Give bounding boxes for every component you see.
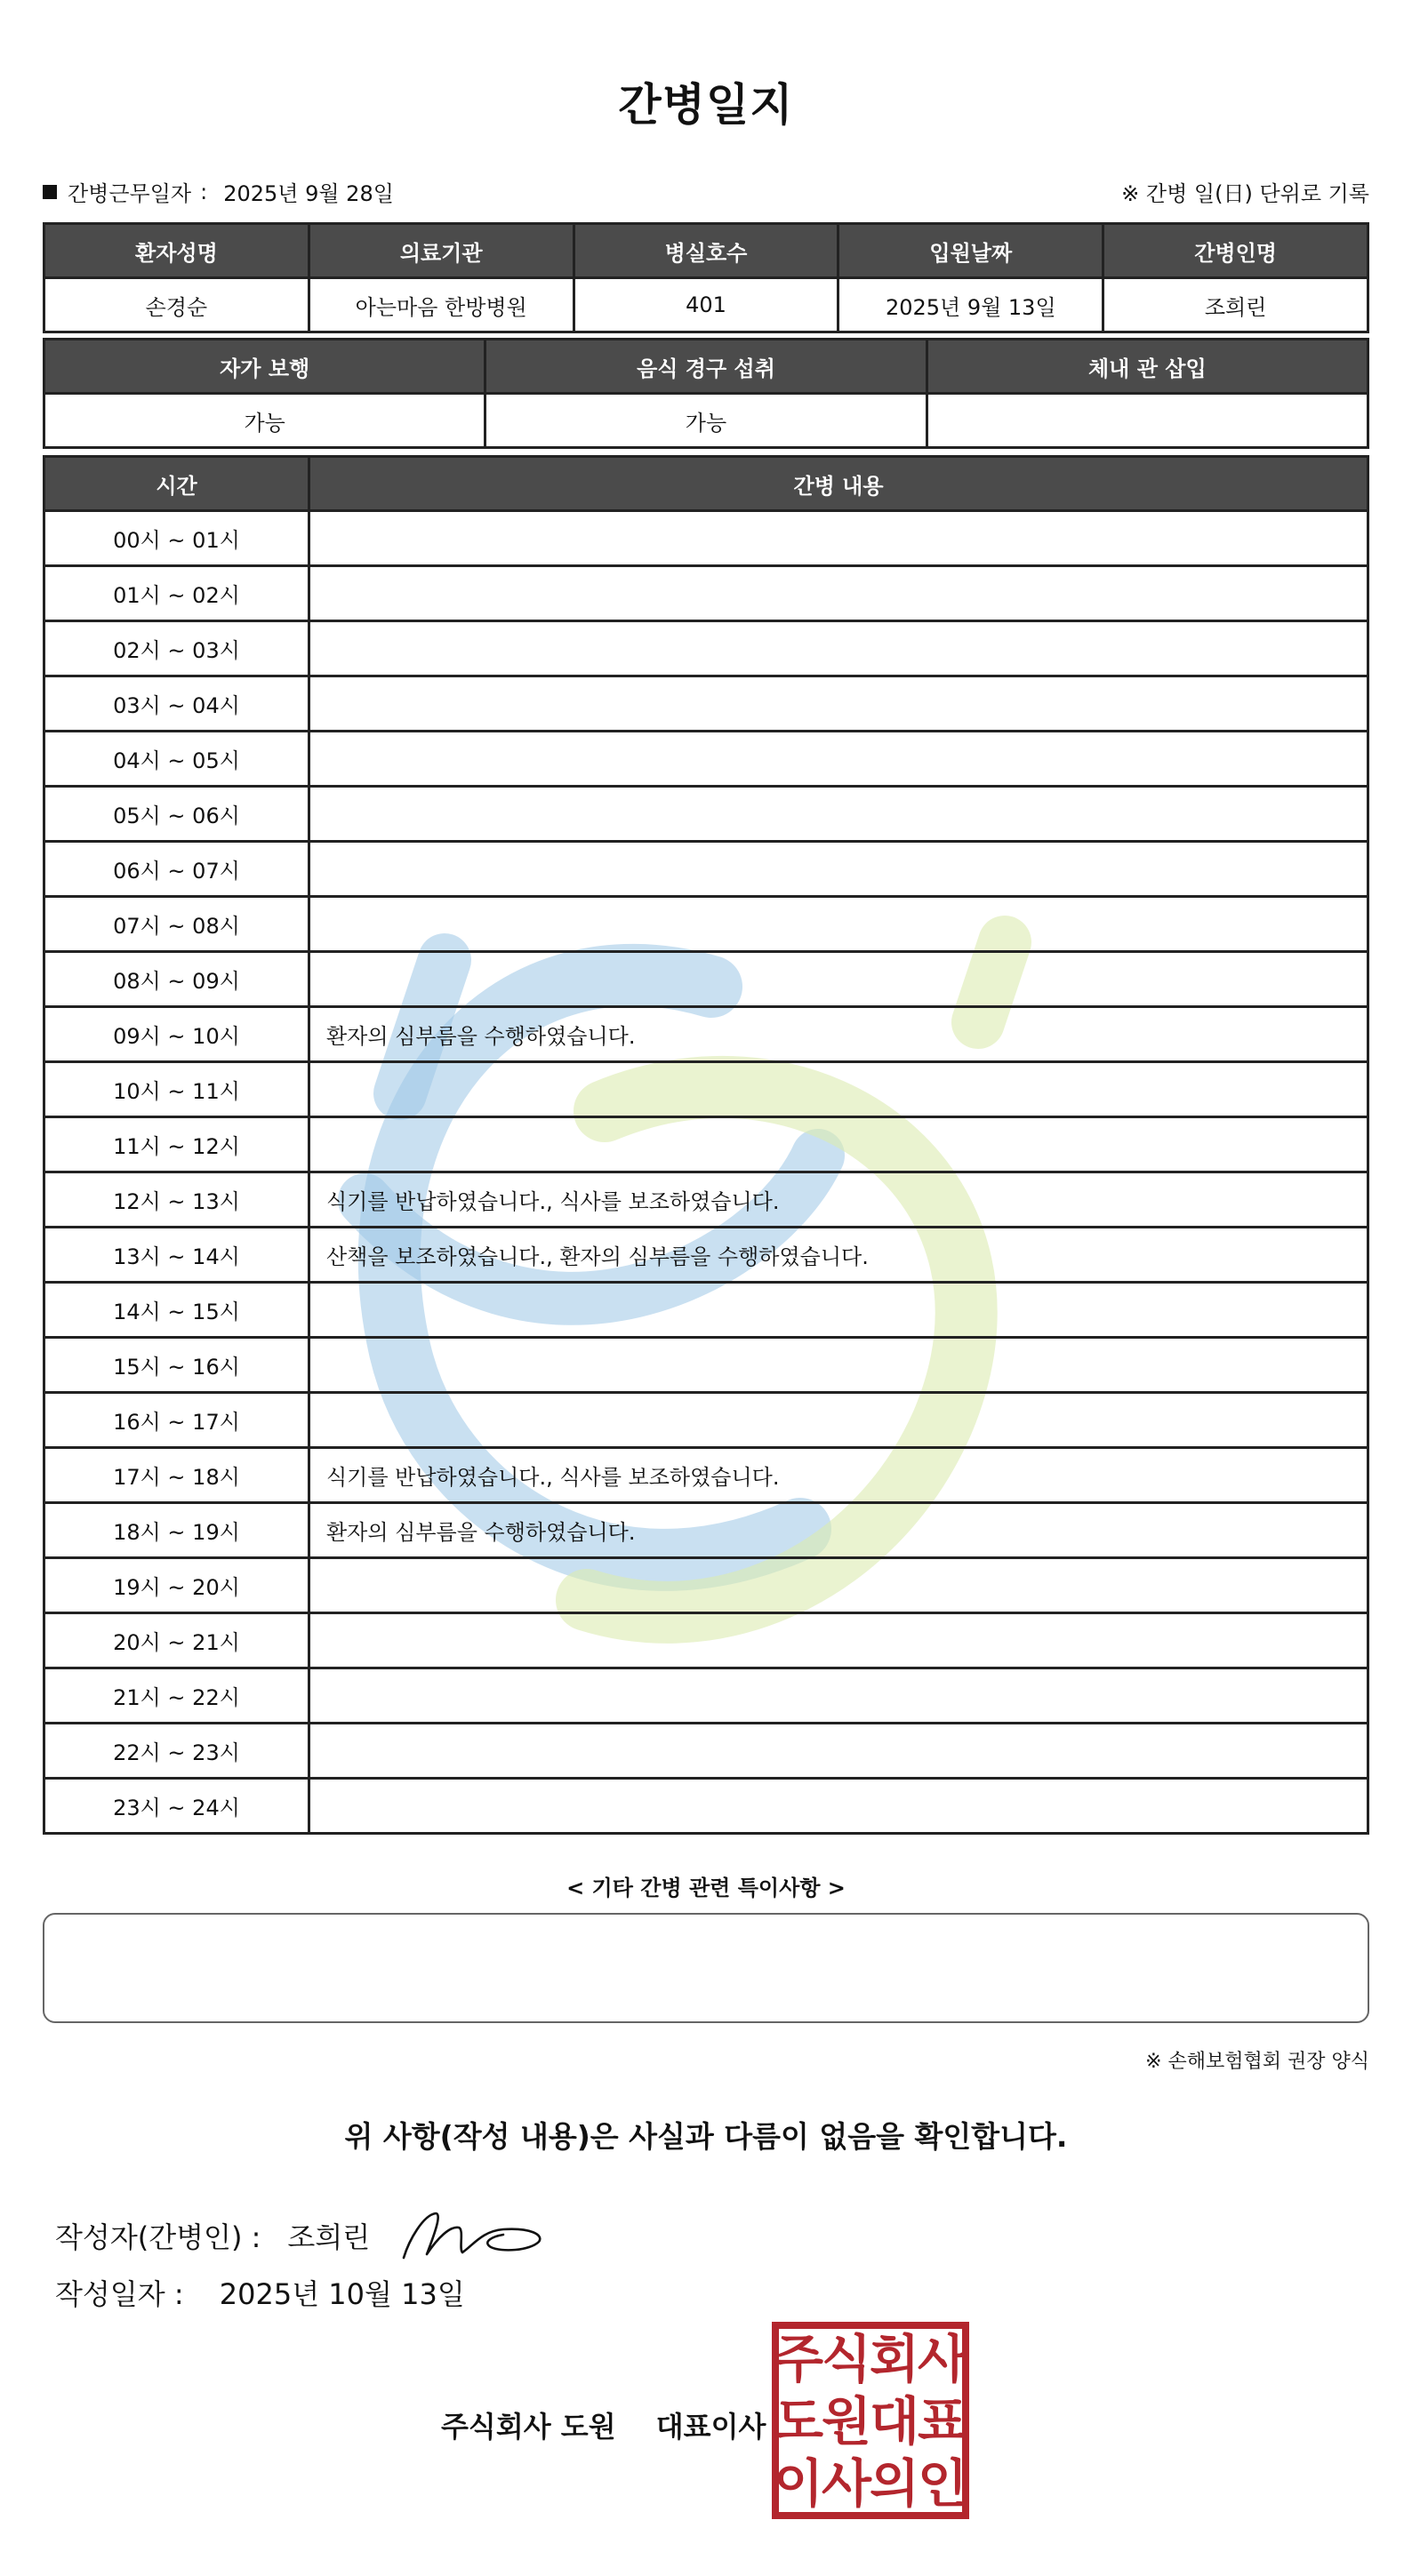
- header-room-number: 병실호수: [574, 224, 838, 278]
- log-content: [309, 1062, 1368, 1117]
- log-content: [309, 1393, 1368, 1448]
- log-row: [44, 1172, 1368, 1228]
- form-source-note: ※ 손해보험협회 권장 양식: [1145, 2051, 1369, 2073]
- seal-character: 회: [869, 2329, 920, 2389]
- seal-character: 사: [917, 2329, 968, 2389]
- log-row: [44, 676, 1368, 732]
- log-content: [309, 566, 1368, 621]
- log-rows: [44, 511, 1368, 1834]
- seal-character: 식: [821, 2329, 872, 2389]
- patient-status-table: [43, 338, 1369, 449]
- log-time: 12시 ~ 13시: [44, 1172, 309, 1228]
- header-oral-intake: 음식 경구 섭취: [485, 340, 927, 394]
- log-content: [309, 676, 1368, 732]
- log-time: 22시 ~ 23시: [44, 1724, 309, 1779]
- log-row: [44, 1117, 1368, 1172]
- log-row: [44, 952, 1368, 1007]
- log-content: [309, 1283, 1368, 1338]
- seal-character: 표: [917, 2391, 968, 2452]
- log-row: [44, 1228, 1368, 1283]
- log-row: [44, 1338, 1368, 1393]
- room-number: 401: [574, 278, 838, 332]
- log-time: 10시 ~ 11시: [44, 1062, 309, 1117]
- seal-character: 원: [821, 2391, 872, 2452]
- seal-character: 의: [869, 2453, 920, 2514]
- log-row: [44, 1007, 1368, 1062]
- log-row: [44, 1062, 1368, 1117]
- company-title: 대표이사: [655, 2410, 766, 2444]
- header-patient-name: 환자성명: [44, 224, 309, 278]
- log-time: 04시 ~ 05시: [44, 732, 309, 787]
- log-content: 환자의 심부름을 수행하였습니다.: [309, 1503, 1368, 1558]
- signature-icon: [397, 2204, 548, 2267]
- log-row: [44, 1393, 1368, 1448]
- log-content: [309, 1613, 1368, 1668]
- log-content: [309, 1779, 1368, 1834]
- log-time: 20시 ~ 21시: [44, 1613, 309, 1668]
- work-date-label: 간병근무일자: [68, 181, 192, 206]
- log-row: [44, 1779, 1368, 1834]
- work-date-value: 2025년 9월 28일: [223, 181, 394, 206]
- log-row: [44, 787, 1368, 842]
- log-time: 19시 ~ 20시: [44, 1558, 309, 1613]
- log-time: 14시 ~ 15시: [44, 1283, 309, 1338]
- write-date-line: [55, 2272, 465, 2313]
- seal-character: 이: [773, 2453, 824, 2514]
- log-row: [44, 1668, 1368, 1724]
- header-admission-date: 입원날짜: [838, 224, 1103, 278]
- hourly-care-log-table: [43, 455, 1369, 1835]
- confirmation-statement: 위 사항(작성 내용)은 사실과 다름이 없음을 확인합니다.: [344, 2119, 1068, 2154]
- log-row: [44, 566, 1368, 621]
- institution: 아는마음 한방병원: [309, 278, 574, 332]
- log-content: 식기를 반납하였습니다., 식사를 보조하였습니다.: [309, 1448, 1368, 1503]
- log-content: [309, 732, 1368, 787]
- log-content: [309, 1668, 1368, 1724]
- log-content: [309, 511, 1368, 566]
- log-content: [309, 621, 1368, 676]
- log-content: [309, 1724, 1368, 1779]
- log-time: 01시 ~ 02시: [44, 566, 309, 621]
- seal-character: 도: [773, 2391, 824, 2452]
- writer-line: [55, 2204, 548, 2267]
- caregiver-name: 조희린: [1103, 278, 1368, 332]
- log-row: [44, 511, 1368, 566]
- log-time: 02시 ~ 03시: [44, 621, 309, 676]
- header-tube-insertion: 체내 관 삽입: [927, 340, 1368, 394]
- writer-label: 작성자(간병인) :: [55, 2220, 261, 2254]
- header-self-walking: 자가 보행: [44, 340, 485, 394]
- self-walking: 가능: [44, 394, 485, 448]
- log-content: 환자의 심부름을 수행하였습니다.: [309, 1007, 1368, 1062]
- work-date-separator: :: [200, 179, 208, 204]
- daily-record-note: ※ 간병 일(日) 단위로 기록: [1121, 181, 1369, 206]
- log-time: 06시 ~ 07시: [44, 842, 309, 897]
- log-content: 식기를 반납하였습니다., 식사를 보조하였습니다.: [309, 1172, 1368, 1228]
- log-time: 17시 ~ 18시: [44, 1448, 309, 1503]
- page-title: 간병일지: [618, 79, 794, 131]
- log-time: 07시 ~ 08시: [44, 897, 309, 952]
- company-line: [441, 2404, 766, 2445]
- log-time: 13시 ~ 14시: [44, 1228, 309, 1283]
- log-content: [309, 1117, 1368, 1172]
- tube-insertion: [927, 394, 1368, 448]
- log-row: [44, 1448, 1368, 1503]
- log-content: [309, 787, 1368, 842]
- patient-info-table: [43, 222, 1369, 333]
- log-content: 산책을 보조하였습니다., 환자의 심부름을 수행하였습니다.: [309, 1228, 1368, 1283]
- square-bullet-icon: [43, 185, 57, 199]
- company-seal-icon: [772, 2322, 969, 2519]
- log-row: [44, 1558, 1368, 1613]
- notes-title: < 기타 간병 관련 특이사항 >: [566, 1876, 846, 1900]
- seal-character: 인: [917, 2453, 968, 2514]
- log-time: 09시 ~ 10시: [44, 1007, 309, 1062]
- header-institution: 의료기관: [309, 224, 574, 278]
- company-name: 주식회사 도원: [441, 2410, 616, 2444]
- log-time: 18시 ~ 19시: [44, 1503, 309, 1558]
- log-time: 03시 ~ 04시: [44, 676, 309, 732]
- log-time: 11시 ~ 12시: [44, 1117, 309, 1172]
- log-content: [309, 842, 1368, 897]
- log-content: [309, 1558, 1368, 1613]
- log-row: [44, 621, 1368, 676]
- seal-character: 대: [869, 2391, 920, 2452]
- write-date-label: 작성일자 :: [55, 2277, 184, 2311]
- seal-character: 사: [821, 2453, 872, 2514]
- seal-character: 주: [773, 2329, 824, 2389]
- log-row: [44, 897, 1368, 952]
- admission-date: 2025년 9월 13일: [838, 278, 1103, 332]
- log-row: [44, 1283, 1368, 1338]
- writer-name: 조희린: [287, 2220, 371, 2254]
- log-content: [309, 952, 1368, 1007]
- header-time: 시간: [44, 457, 309, 511]
- log-row: [44, 1724, 1368, 1779]
- log-content: [309, 1338, 1368, 1393]
- log-time: 23시 ~ 24시: [44, 1779, 309, 1834]
- write-date-value: 2025년 10월 13일: [219, 2277, 465, 2311]
- log-time: 08시 ~ 09시: [44, 952, 309, 1007]
- log-row: [44, 1503, 1368, 1558]
- log-row: [44, 842, 1368, 897]
- log-row: [44, 732, 1368, 787]
- log-time: 00시 ~ 01시: [44, 511, 309, 566]
- log-time: 21시 ~ 22시: [44, 1668, 309, 1724]
- log-time: 16시 ~ 17시: [44, 1393, 309, 1448]
- log-row: [44, 1613, 1368, 1668]
- header-care-content: 간병 내용: [309, 457, 1368, 511]
- log-time: 15시 ~ 16시: [44, 1338, 309, 1393]
- oral-intake: 가능: [485, 394, 927, 448]
- notes-box: [43, 1913, 1369, 2023]
- work-date-line: [43, 176, 1369, 206]
- log-time: 05시 ~ 06시: [44, 787, 309, 842]
- log-content: [309, 897, 1368, 952]
- header-caregiver-name: 간병인명: [1103, 224, 1368, 278]
- patient-name: 손경순: [44, 278, 309, 332]
